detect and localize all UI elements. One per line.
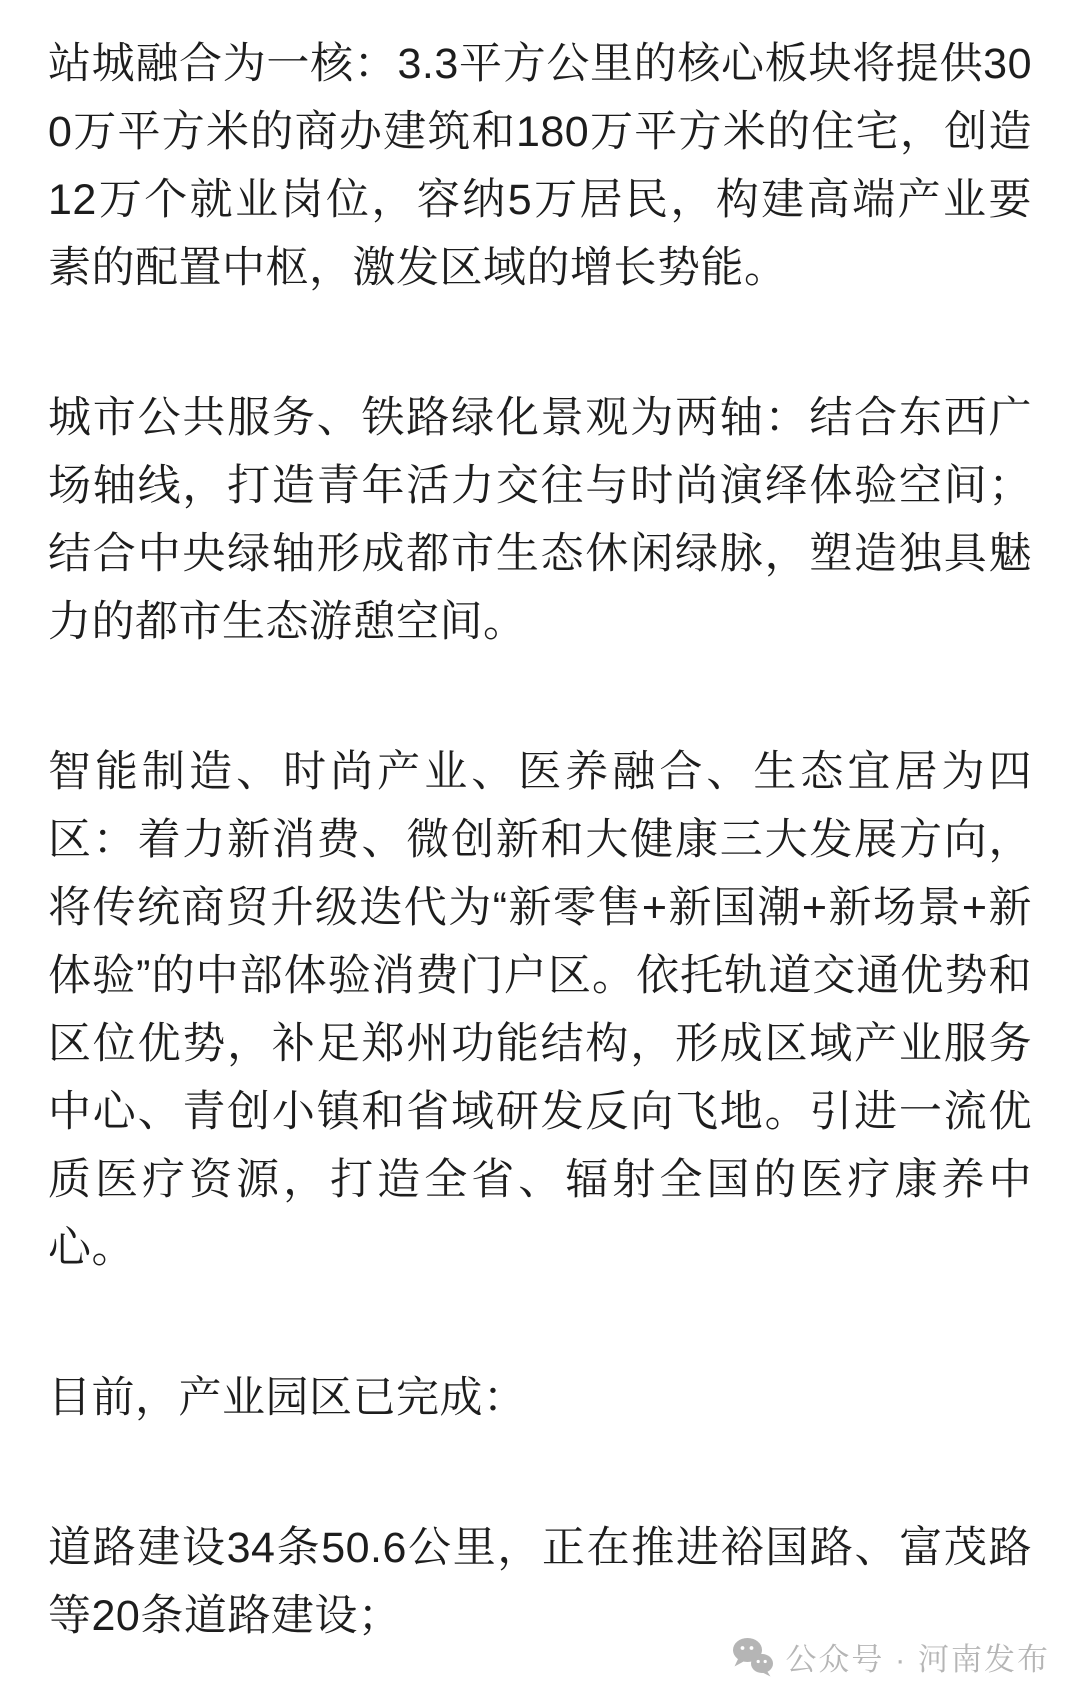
paragraph-road-construction: 道路建设34条50.6公里，正在推进裕国路、富茂路等20条道路建设； bbox=[48, 1524, 1032, 1640]
paragraph-four-districts: 智能制造、时尚产业、医养融合、生态宜居为四区：着力新消费、微创新和大健康三大发展方向，将传统商贸升级迭代为“新零售+新国潮+新场景+新体验”的中部体验消费门户区。依托轨道交通优势和区位优势，补足郑州功能结构，形成区域产业服务中心、青创小镇和省域研发反向飞地。引进一流优质医疗资源，打造全省、辐射全国的医疗康养中心。 bbox=[48, 748, 1032, 1272]
paragraph-park-progress-intro: 目前，产业园区已完成： bbox=[48, 1374, 527, 1422]
watermark-label: 公众号 · 河南发布 bbox=[785, 1642, 1050, 1677]
paragraph-core-zone: 站城融合为一核：3.3平方公里的核心板块将提供300万平方米的商办建筑和180万平方米的住宅，创造12万个就业岗位，容纳5万居民，构建高端产业要素的配置中枢，激发区域的增长势能。 bbox=[48, 40, 1032, 292]
paragraph-two-axes: 城市公共服务、铁路绿化景观为两轴：结合东西广场轴线，打造青年活力交往与时尚演绎体验空间；结合中央绿轴形成都市生态休闲绿脉，塑造独具魅力的都市生态游憩空间。 bbox=[48, 394, 1032, 646]
wechat-icon bbox=[731, 1637, 775, 1677]
wechat-watermark bbox=[731, 1634, 1050, 1679]
